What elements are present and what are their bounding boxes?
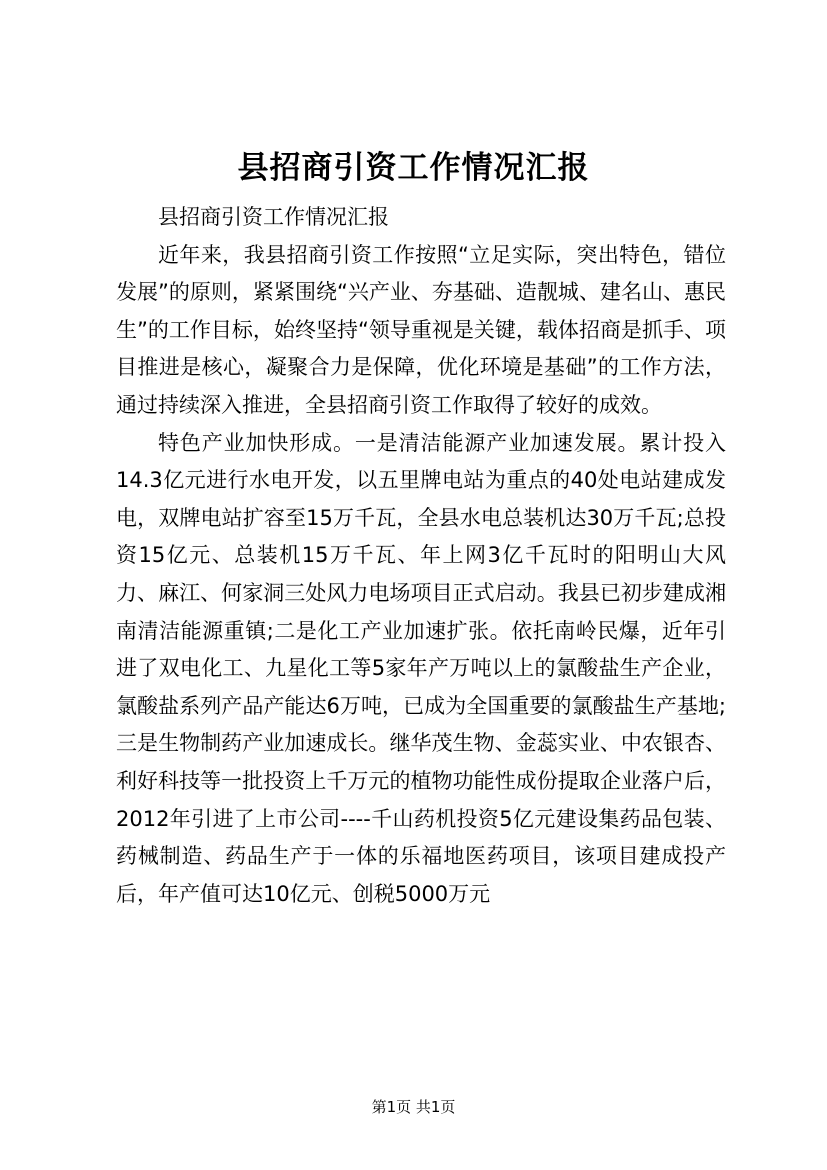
- document-title: 县招商引资工作情况汇报: [237, 150, 590, 186]
- document-body: [116, 199, 726, 913]
- paragraph-intro: 近年来，我县招商引资工作按照“立足实际，突出特色，错位发展”的原则，紧紧围绕“兴产业、夯基础、造靓城、建名山、惠民生”的工作目标，始终坚持“领导重视是关键，载体招商是抓手、项目推进是核心，凝聚合力是保障，优化环境是基础”的工作方法，通过持续深入推进，全县招商引资工作取得了较好的成效。: [116, 242, 726, 417]
- paragraph-subtitle: 县招商引资工作情况汇报: [158, 205, 389, 229]
- paragraph-industry: 特色产业加快形成。一是清洁能源产业加速发展。累计投入14.3亿元进行水电开发，以五里牌电站为重点的40处电站建成发电，双牌电站扩容至15万千瓦，全县水电总装机达30万千瓦;总投资15亿元、总装机15万千瓦、年上网3亿千瓦时的阳明山大风力、麻江、何家洞三处风力电场项目正式启动。我县已初步建成湘南清洁能源重镇;二是化工产业加速扩张。依托南岭民爆，近年引进了双电化工、九星化工等5家年产万吨以上的氯酸盐生产企业，氯酸盐系列产品产能达6万吨，已成为全国重要的氯酸盐生产基地;三是生物制药产业加速成长。继华茂生物、金蕊实业、中农银杏、利好科技等一批投资上千万元的植物功能性成份提取企业落户后，2012年引进了上市公司----千山药机投资5亿元建设集药品包装、药械制造、药品生产于一体的乐福地医药项目，该项目建成投产后，年产值可达10亿元、创税5000万元: [116, 430, 726, 906]
- page-footer: 第1页 共1页: [371, 1098, 456, 1116]
